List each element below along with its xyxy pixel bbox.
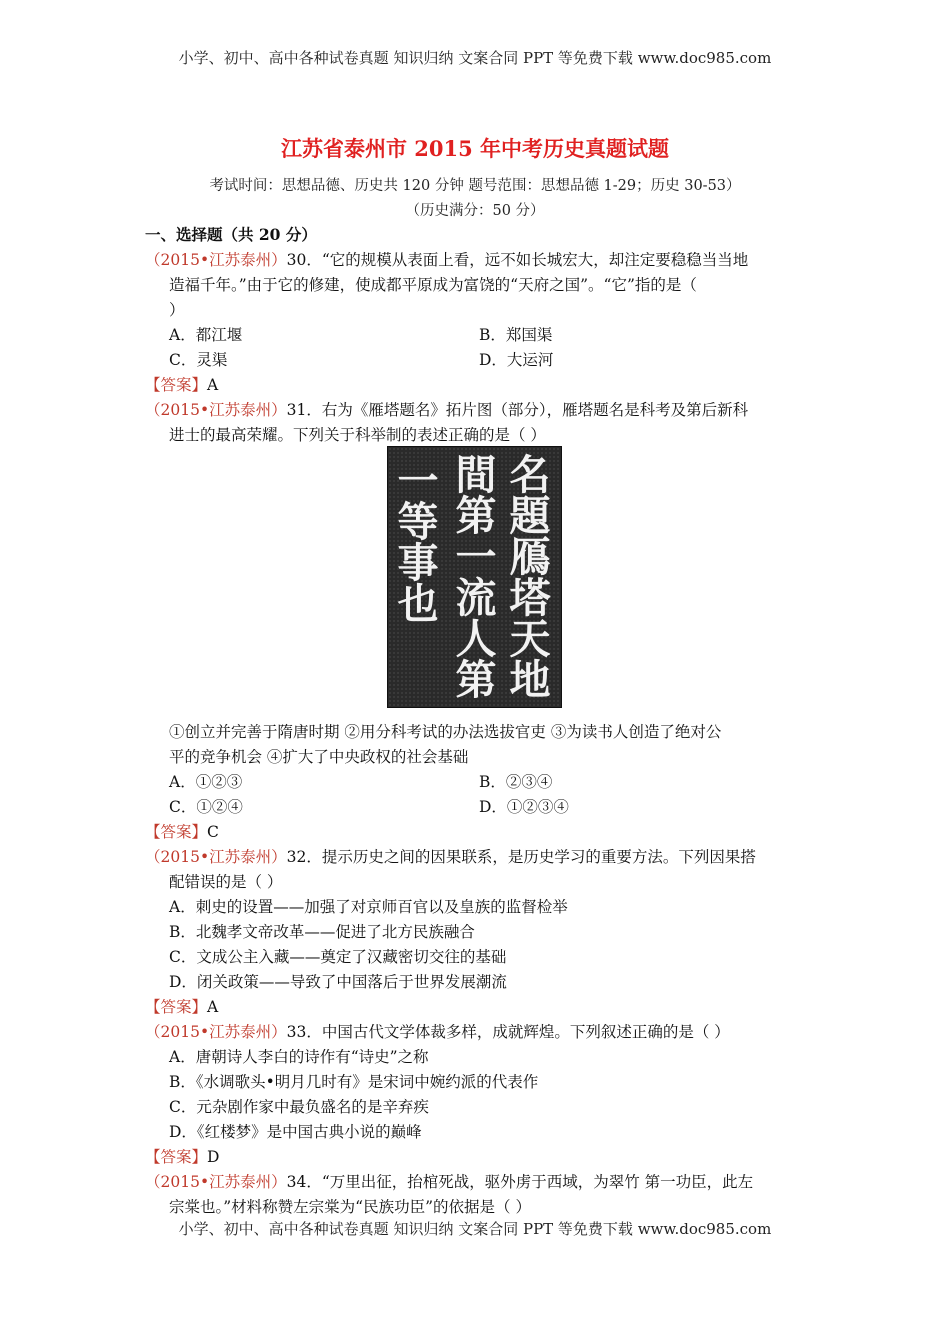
rubbing-character: 事 (397, 539, 439, 587)
q31-option-b: B．②③④ (479, 773, 553, 791)
rubbing-character: 等 (397, 498, 439, 546)
q31-option-a: A．①②③ (169, 773, 243, 791)
rubbing-character: 流 (455, 574, 497, 622)
q32-option-d: D．闭关政策——导致了中国落后于世界发展潮流 (169, 973, 507, 991)
q32-stem-line2: 配错误的是（ ） (169, 873, 283, 891)
rubbing-column-2 (452, 451, 500, 704)
q30-stem-line3: ） (169, 301, 185, 319)
score-info: （历史满分：50 分） (405, 203, 545, 219)
yanta-rubbing-image (387, 446, 562, 708)
rubbing-column-1 (506, 451, 554, 704)
rubbing-character: 題 (509, 492, 551, 540)
q33-option-c: C．元杂剧作家中最负盛名的是辛弃疾 (169, 1098, 429, 1116)
q31-option-c: C．①②④ (169, 798, 243, 816)
rubbing-character: 天 (509, 615, 551, 663)
q32-stem-line1: （2015•江苏泰州）32．提示历史之间的因果联系，是历史学习的重要方法。下列因果搭 (145, 848, 756, 866)
rubbing-character: 第 (455, 656, 497, 704)
q30-option-d: D．大运河 (479, 351, 554, 369)
q33-stem-line1: （2015•江苏泰州）33．中国古代文学体裁多样，成就辉煌。下列叙述正确的是（ ） (145, 1023, 730, 1041)
rubbing-character: 塔 (509, 574, 551, 622)
rubbing-character: 也 (397, 580, 439, 628)
rubbing-character: 一 (455, 533, 497, 581)
q33-option-a: A．唐朝诗人李白的诗作有“诗史”之称 (169, 1048, 429, 1066)
page-title: 江苏省泰州市 2015 年中考历史真题试题 (280, 136, 670, 161)
q31-stem-line1: （2015•江苏泰州）31．右为《雁塔题名》拓片图（部分），雁塔题名是科考及第后新科 (145, 401, 749, 419)
exam-info: 考试时间：思想品德、历史共 120 分钟 题号范围：思想品德 1-29；历史 30-53） (209, 178, 741, 194)
q31-statements-line2: 平的竞争机会 ④扩大了中央政权的社会基础 (169, 748, 469, 766)
rubbing-character: 鴈 (509, 533, 551, 581)
q32-answer: 【答案】A (145, 998, 219, 1016)
q30-option-b: B．郑国渠 (479, 326, 553, 344)
q30-stem-line2: 造福千年。”由于它的修建，使成都平原成为富饶的“天府之国”。“它”指的是（ (169, 276, 697, 294)
q30-stem-line1: （2015•江苏泰州）30．“它的规模从表面上看，远不如长城宏大，却注定要稳稳当当地 (145, 251, 749, 269)
rubbing-character: 名 (509, 451, 551, 499)
q33-answer: 【答案】D (145, 1148, 220, 1166)
rubbing-column-3 (394, 457, 442, 628)
q33-option-d: D．《红楼梦》是中国古典小说的巅峰 (169, 1123, 422, 1141)
q34-stem-line1: （2015•江苏泰州）34．“万里出征，抬棺死战，驱外虏于西域，为翠竹 第一功臣，此左 (145, 1173, 754, 1191)
source-tag: （2015•江苏泰州） (145, 1173, 287, 1191)
page-header: 小学、初中、高中各种试卷真题 知识归纳 文案合同 PPT 等免费下载 www.doc985.com (178, 49, 772, 67)
q32-option-b: B．北魏孝文帝改革——促进了北方民族融合 (169, 923, 475, 941)
source-tag: （2015•江苏泰州） (145, 401, 287, 419)
rubbing-character: 間 (455, 451, 497, 499)
section-heading: 一、选择题（共 20 分） (145, 225, 317, 244)
rubbing-character: 一 (397, 457, 439, 505)
source-tag: （2015•江苏泰州） (145, 251, 287, 269)
q30-option-a: A．都江堰 (169, 326, 243, 344)
q33-option-b: B．《水调歌头•明月几时有》是宋词中婉约派的代表作 (169, 1073, 539, 1091)
page-footer: 小学、初中、高中各种试卷真题 知识归纳 文案合同 PPT 等免费下载 www.doc985.com (178, 1220, 772, 1238)
rubbing-character: 地 (509, 656, 551, 704)
q34-stem-line2: 宗棠也。”材料称赞左宗棠为“民族功臣”的依据是（ ） (169, 1198, 531, 1216)
source-tag: （2015•江苏泰州） (145, 848, 287, 866)
q32-option-c: C．文成公主入藏——奠定了汉藏密切交往的基础 (169, 948, 507, 966)
rubbing-character: 人 (455, 615, 497, 663)
q30-answer: 【答案】A (145, 376, 219, 394)
q31-option-d: D．①②③④ (479, 798, 569, 816)
rubbing-character: 第 (455, 492, 497, 540)
q31-answer: 【答案】C (145, 823, 219, 841)
source-tag: （2015•江苏泰州） (145, 1023, 287, 1041)
q32-option-a: A．刺史的设置——加强了对京师百官以及皇族的监督检举 (169, 898, 568, 916)
q30-option-c: C．灵渠 (169, 351, 228, 369)
q31-statements-line1: ①创立并完善于隋唐时期 ②用分科考试的办法选拔官吏 ③为读书人创造了绝对公 (169, 723, 722, 741)
q31-stem-line2: 进士的最高荣耀。下列关于科举制的表述正确的是（ ） (169, 426, 546, 444)
